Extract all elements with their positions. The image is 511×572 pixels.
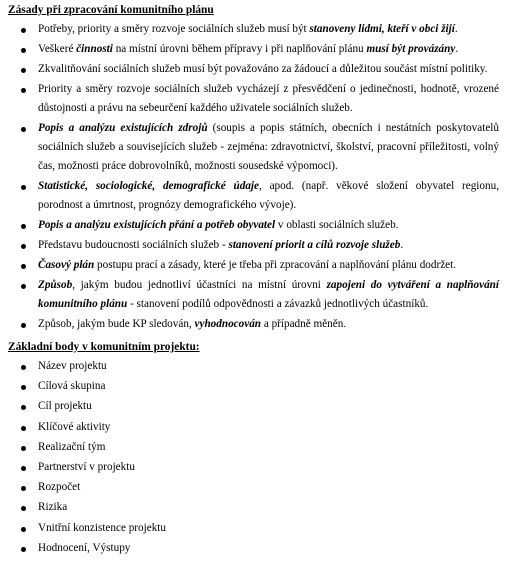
list-item [8,458,503,478]
list-item [8,177,503,215]
list-item [8,216,503,235]
item-text: Způsob, jakým bude KP sledován, [38,318,195,330]
item-text: . [455,43,459,55]
item-text: Partnerství v projektu [38,460,135,473]
list-item [8,539,503,559]
emphasis-text: stanoveny lidmi, kteří v obci žijí [309,23,455,35]
emphasis-text: stanovení priorit a cílů rozvoje služeb [228,239,401,251]
list-item [8,315,503,334]
item-text: Cílová skupina [38,380,106,393]
item-text: Klíčové aktivity [38,420,111,433]
item-text: , apod. (např. věkové složení obyvatel regionu, porodnost a úmrtnost, prognózy demografického vývoje). [38,180,499,211]
item-text: Hodnocení, Výstupy [38,541,131,554]
item-text: , jakým budou jednotliví účastníci na místní úrovni [72,279,327,291]
item-text: Zkvalitňování sociálních služeb musí být považováno za žádoucí a důležitou součást místní politiky. [38,63,488,75]
bullet-icon [21,48,26,53]
emphasis-text: Popis a analýzu existujících zdrojů [38,122,208,134]
item-text: v oblasti sociálních služeb. [275,219,399,231]
bullet-icon [21,446,26,451]
emphasis-text: vyhodnocován [194,318,262,330]
list-item [8,357,503,377]
emphasis-text: Statistické, sociologické, demografické údaje [38,180,259,192]
bullet-icon [21,547,26,552]
item-text: Představu budoucnosti sociálních služeb - [38,239,229,251]
bullet-icon [21,68,26,73]
item-text: a případně měněn. [261,318,347,330]
item-text: Vnitřní konzistence projektu [38,521,167,534]
item-text: na místní úrovni během přípravy i při naplňování plánu [112,43,367,55]
item-text: . [400,239,404,251]
principles-list [8,20,503,334]
list-item [8,80,503,118]
bullet-icon [21,264,26,269]
emphasis-text: Způsob [38,279,73,291]
bullet-icon [21,385,26,390]
item-text: Priority a směry rozvoje sociálních služeb vycházejí z přesvědčení o jedinečnosti, hodnotě, vrozené důstojnosti a právu na sebeurčení každého uživatele sociálních služeb. [38,83,499,114]
list-item [8,60,503,79]
item-text: Rozpočet [38,481,81,494]
list-item [8,119,503,176]
bullet-icon [21,185,26,190]
bullet-icon [21,88,26,93]
item-text: Cíl projektu [38,400,92,413]
emphasis-text: Popis a analýzu existujících přání a potřeb obyvatel [38,219,276,231]
item-text: Realizační tým [38,440,106,453]
emphasis-text: musí být provázány [366,43,456,55]
item-text: Rizika [38,501,68,514]
bullet-icon [21,506,26,511]
list-item [8,256,503,275]
bullet-icon [21,486,26,491]
item-text: (soupis a popis státních, obecních i nestátních poskytovatelů sociálních služeb a souvisejících služeb - zejména: zdravotnictví, školství, pracovní příležitosti, volný čas, možnosti práce dobrovolníků, možnosti sousedské výpomoci). [38,122,499,172]
emphasis-text: Časový plán [38,259,95,271]
section-heading-project-points: Základní body v komunitním projektu: [8,341,200,353]
bullet-icon [21,426,26,431]
list-item [8,397,503,417]
bullet-icon [21,527,26,532]
list-item [8,478,503,498]
bullet-icon [21,405,26,410]
emphasis-text: zapojeni do vytváření a naplňování komunitního plánu [38,279,499,310]
item-text: postupu prací a zásady, které je třeba při zpracování a naplňování plánu dodržet. [94,259,457,271]
bullet-icon [21,466,26,471]
section-heading-principles: Zásady při zpracování komunitního plánu [8,4,214,16]
list-item [8,276,503,314]
bullet-icon [21,323,26,328]
list-item [8,377,503,397]
bullet-icon [21,127,26,132]
list-item [8,40,503,59]
project-points-list [8,357,503,558]
emphasis-text: činnosti [76,43,113,55]
item-text: Název projektu [38,360,107,372]
list-item [8,519,503,539]
list-item [8,418,503,438]
item-text: . [454,23,458,35]
list-item [8,498,503,518]
item-text: Potřeby, priority a směry rozvoje sociálních služeb musí být [38,23,310,35]
list-item [8,236,503,255]
item-text: Veškeré [38,43,77,55]
item-text: - stanovení podílů odpovědnosti a závazků jednotlivých účastníků. [127,298,429,310]
bullet-icon [21,365,26,370]
bullet-icon [21,284,26,289]
bullet-icon [21,28,26,33]
list-item [8,438,503,458]
list-item [8,20,503,39]
bullet-icon [21,224,26,229]
bullet-icon [21,244,26,249]
